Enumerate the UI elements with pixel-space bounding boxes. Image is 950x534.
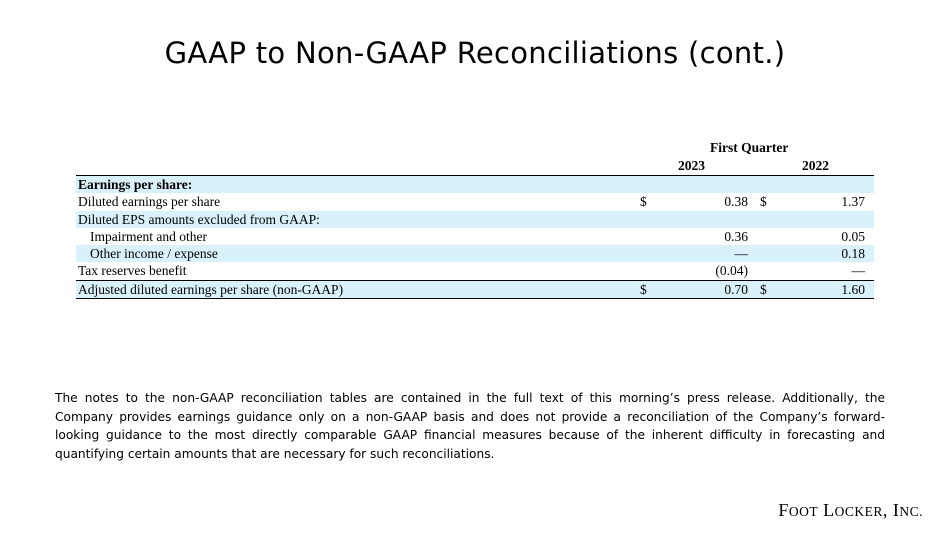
table-row <box>76 280 874 299</box>
column-header-2022: 2022 <box>802 158 829 173</box>
row-label: Diluted earnings per share <box>78 194 221 210</box>
row-label: Other income / expense <box>90 246 218 262</box>
row-label: Tax reserves benefit <box>78 263 187 279</box>
table-row <box>76 176 874 193</box>
table-row <box>76 262 874 279</box>
value-2023: 0.38 <box>724 194 748 210</box>
company-logo: FOOT LOCKER, INC. <box>778 500 923 520</box>
table-row <box>76 228 874 245</box>
period-header: First Quarter <box>710 140 789 155</box>
page-title: GAAP to Non-GAAP Reconciliations (cont.) <box>164 36 786 70</box>
table-row <box>76 211 874 228</box>
value-2023: (0.04) <box>715 263 748 279</box>
currency-symbol: $ <box>760 194 767 210</box>
table-header <box>76 138 874 175</box>
table-row <box>76 245 874 262</box>
value-2023: — <box>734 246 748 262</box>
eps-reconciliation-table <box>76 138 874 299</box>
currency-symbol: $ <box>760 281 767 297</box>
value-2022: 1.37 <box>841 194 865 210</box>
footnote-text: The notes to the non-GAAP reconciliation tables are contained in the full text of this morning’s press release. Additionally, the Company provides earnings guidance only on a non-GAAP basis and does not provide a reconciliation of the Company’s forward-looking guidance to the most directly comparable GAAP financial measures because of the inherent difficulty in forecasting and quantifying certain amounts that are necessary for such reconciliations. <box>55 391 885 461</box>
value-2022: 1.60 <box>841 281 865 297</box>
currency-symbol: $ <box>640 281 647 297</box>
value-2022: 0.18 <box>841 246 865 262</box>
row-label: Diluted EPS amounts excluded from GAAP: <box>78 211 320 227</box>
value-2023: 0.36 <box>724 228 748 244</box>
table-row <box>76 193 874 210</box>
row-label: Impairment and other <box>90 228 207 244</box>
value-2023: 0.70 <box>724 281 748 297</box>
value-2022: — <box>851 263 865 279</box>
currency-symbol: $ <box>640 194 647 210</box>
value-2022: 0.05 <box>841 228 865 244</box>
row-label: Adjusted diluted earnings per share (non-GAAP) <box>78 281 344 297</box>
row-label: Earnings per share: <box>78 177 193 192</box>
column-header-2023: 2023 <box>678 158 705 173</box>
